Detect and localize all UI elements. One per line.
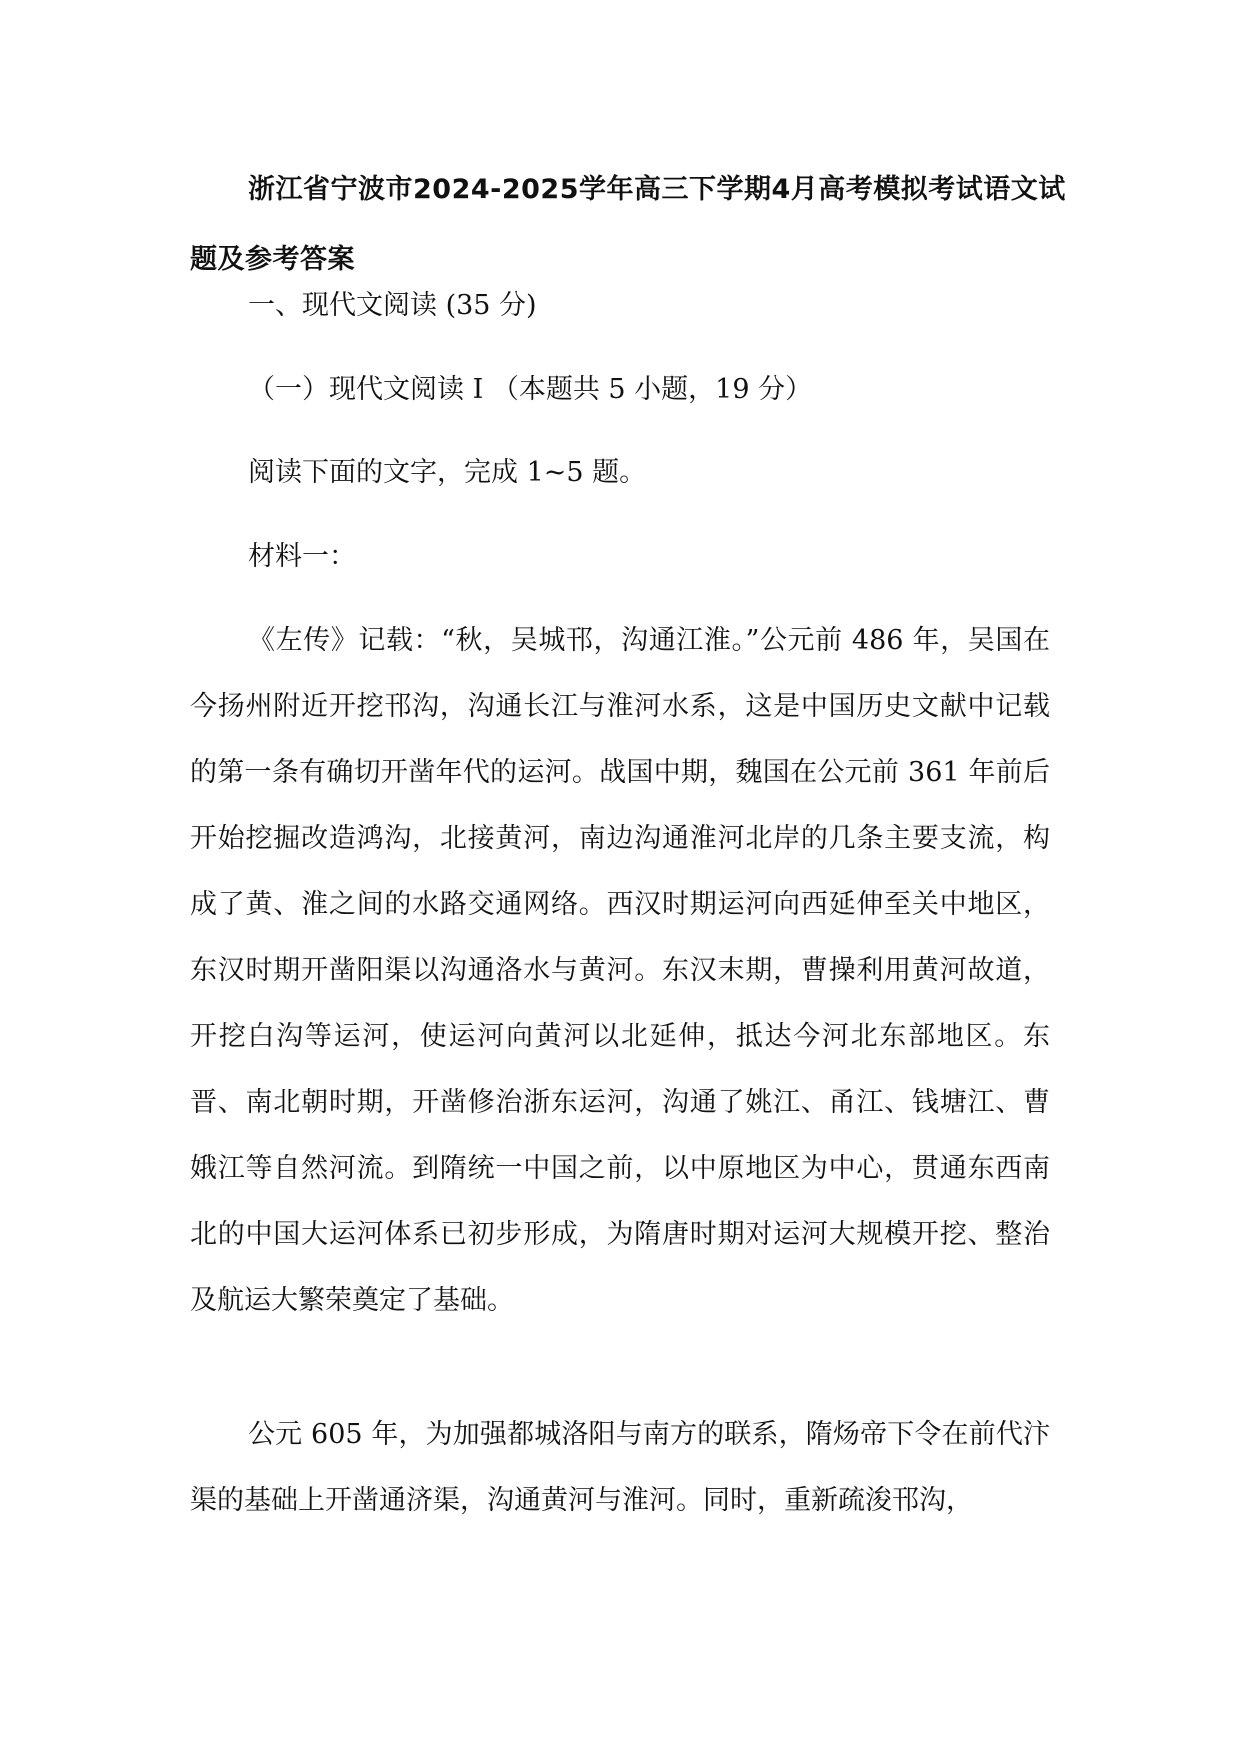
reading-instruction: 阅读下面的文字，完成 1~5 题。	[248, 457, 647, 488]
document-title: 浙江省宁波市2024-2025学年高三下学期4月高考模拟考试语文试题及参考答案	[190, 174, 1066, 275]
section-heading: 一、现代文阅读 (35 分)	[248, 290, 537, 321]
material-label: 材料一：	[248, 541, 356, 572]
subsection-heading: （一）现代文阅读 I （本题共 5 小题，19 分）	[248, 374, 813, 405]
paragraph-2: 公元 605 年，为加强都城洛阳与南方的联系，隋炀帝下令在前代汴渠的基础上开凿通济渠，沟通黄河与淮河。同时，重新疏浚邗沟，	[190, 1419, 1050, 1516]
paragraph-1: 《左传》记载：“秋，吴城邗，沟通江淮。”公元前 486 年，吴国在今扬州附近开挖邗沟，沟通长江与淮河水系，这是中国历史文献中记载的第一条有确切开凿年代的运河。战国中期，魏国在公元前 361 年前后开始挖掘改造鸿沟，北接黄河，南边沟通淮河北岸的几条主要支流，构成了黄、淮之间的水路交通网络。西汉时期运河向西延伸至关中地区，东汉时期开凿阳渠以沟通洛水与黄河。东汉末期，曹操利用黄河故道，开挖白沟等运河，使运河向黄河以北延伸，抵达今河北东部地区。东晋、南北朝时期，开凿修治浙东运河，沟通了姚江、甬江、钱塘江、曹娥江等自然河流。到隋统一中国之前，以中原地区为中心，贯通东西南北的中国大运河体系已初步形成，为隋唐时期对运河大规模开挖、整治及航运大繁荣奠定了基础。	[190, 625, 1050, 1316]
